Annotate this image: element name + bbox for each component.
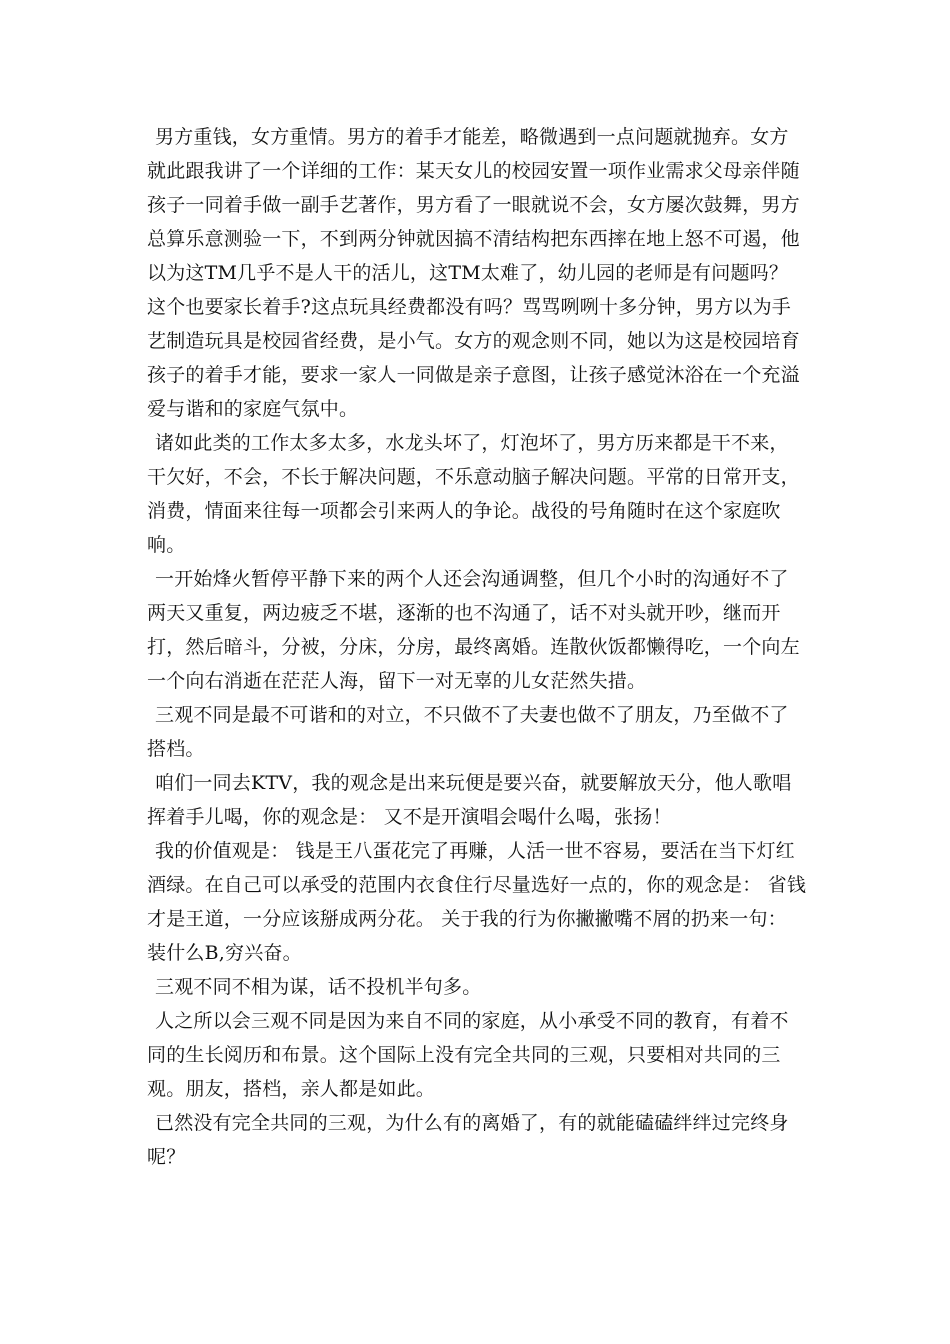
paragraph-2: 诸如此类的工作太多太多，水龙头坏了，灯泡坏了，男方历来都是干不来，干欠好，不会，不长于解决问题，不乐意动脑子解决问题。平常的日常开支，消费，情面来往每一项都会引来两人的争论。战役的号角随时在这个家庭吹响。 (147, 432, 800, 556)
paragraph-4: 三观不同是最不可谐和的对立，不只做不了夫妻也做不了朋友，乃至做不了搭档。 (147, 704, 789, 760)
paragraph-5: 咱们一同去KTV，我的观念是出来玩便是要兴奋，就要解放天分，他人歌唱挥着手儿喝，你的观念是： 又不是开演唱会喝什么喝，张扬！ (147, 772, 792, 828)
paragraph-6: 我的价值观是： 钱是王八蛋花完了再赚，人活一世不容易，要活在当下灯红酒绿。在自己可以承受的范围内衣食住行尽量选好一点的，你的观念是： 省钱才是王道，一分应该掰成两分花。 关于我的行为你撇撇嘴不屑的扔来一句： 装什么B,穷兴奋。 (147, 840, 807, 964)
paragraph-9: 已然没有完全共同的三观，为什么有的离婚了，有的就能磕磕绊绊过完终身呢？ (147, 1112, 789, 1168)
paragraph-1: 男方重钱，女方重情。男方的着手才能差，略微遇到一点问题就抛弃。女方就此跟我讲了一个详细的工作：某天女儿的校园安置一项作业需求父母亲伴随孩子一同着手做一副手艺著作，男方看了一眼就说不会，女方屡次鼓舞，男方总算乐意测验一下，不到两分钟就因搞不清结构把东西摔在地上怒不可遏，他以为这TM几乎不是人干的活儿，这TM太难了，幼儿园的老师是有问题吗？这个也要家长着手?这点玩具经费都没有吗？骂骂咧咧十多分钟，男方以为手艺制造玩具是校园省经费，是小气。女方的观念则不同，她以为这是校园培育孩子的着手才能，要求一家人一同做是亲子意图，让孩子感觉沐浴在一个充溢爱与谐和的家庭气氛中。 (147, 126, 800, 420)
document-body (147, 120, 807, 1174)
paragraph-3: 一开始烽火暂停平静下来的两个人还会沟通调整，但几个小时的沟通好不了两天又重复，两边疲乏不堪，逐渐的也不沟通了，话不对头就开吵，继而开打，然后暗斗，分被，分床，分房，最终离婚。连散伙饭都懒得吃，一个向左一个向右消逝在茫茫人海，留下一对无辜的儿女茫然失措。 (147, 568, 800, 692)
paragraph-7: 三观不同不相为谋，话不投机半句多。 (155, 976, 482, 998)
paragraph-8: 人之所以会三观不同是因为来自不同的家庭，从小承受不同的教育，有着不同的生长阅历和布景。这个国际上没有完全共同的三观，只要相对共同的三观。朋友，搭档，亲人都是如此。 (147, 1010, 789, 1100)
